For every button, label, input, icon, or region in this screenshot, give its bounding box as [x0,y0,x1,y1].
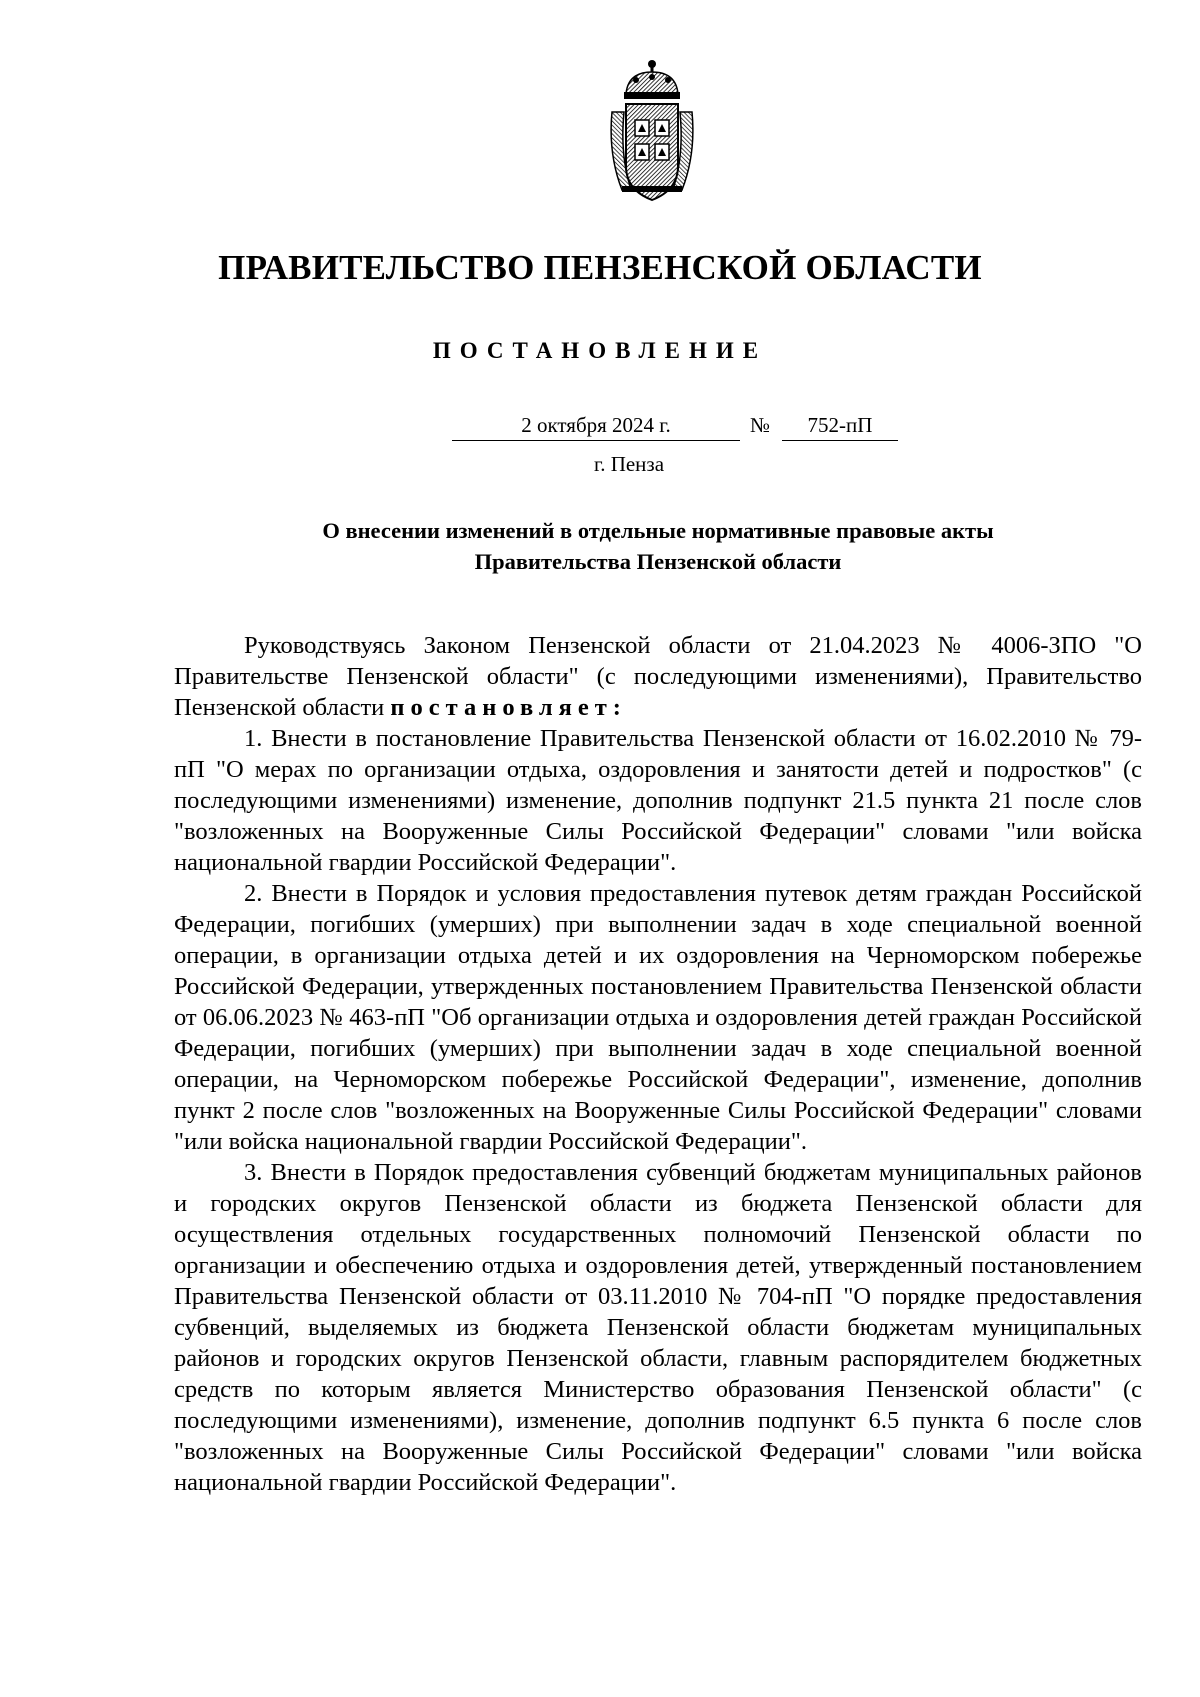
preamble-verb: постановляет: [390,694,627,721]
document-type-heading: ПОСТАНОВЛЕНИЕ [432,338,768,363]
preamble-text: Руководствуясь Законом Пензенской области от 21.04.2023 № 4006-ЗПО "О Правительстве Пензенской области" (с последующими изменениями), Правительство Пензенской области [174,632,1142,721]
subject-line-2: Правительства Пензенской области [474,549,842,574]
document-number: 752-пП [782,412,898,441]
document-body [174,630,1142,1498]
preamble-paragraph [174,630,1142,723]
item-3-paragraph: 3. Внести в Порядок предоставления субвенций бюджетам муниципальных районов и городских округов Пензенской области из бюджета Пензенской области для осуществления отдельных государственных полномочий Пензенской области по организации и обеспечению отдыха и оздоровления детей, утвержденный постановлением Правительства Пензенской области от 03.11.2010 № 704-пП "О порядке предоставления субвенций, выделяемых из бюджета Пензенской области бюджетам муниципальных районов и городских округов Пензенской области, главным распорядителем бюджетных средств по которым является Министерство образования Пензенской области" (с последующими изменениями), изменение, дополнив подпункт 6.5 пункта 6 после слов "возложенных на Вооруженные Силы Российской Федерации" словами "или войска национальной гвардии Российской Федерации". [174,1159,1142,1496]
subject-line-1: О внесении изменений в отдельные нормативные правовые акты [322,518,994,543]
number-sign: № [750,413,771,437]
document-date: 2 октября 2024 г. [452,412,740,441]
organization-title: ПРАВИТЕЛЬСТВО ПЕНЗЕНСКОЙ ОБЛАСТИ [218,248,982,287]
document-place: г. Пенза [593,452,665,476]
coat-of-arms-icon [608,58,696,206]
item-2-paragraph: 2. Внести в Порядок и условия предоставления путевок детям граждан Российской Федерации, погибших (умерших) при выполнении задач в ходе специальной военной операции, в организации отдыха детей и их оздоровления на Черноморском побережье Российской Федерации, утвержденных постановлением Правительства Пензенской области от 06.06.2023 № 463-пП "Об организации отдыха и оздоровления детей граждан Российской Федерации, погибших (умерших) при выполнении задач в ходе специальной военной операции, на Черноморском побережье Российской Федерации", изменение, дополнив пункт 2 после слов "возложенных на Вооруженные Силы Российской Федерации" словами "или войска национальной гвардии Российской Федерации". [174,880,1142,1155]
item-1-paragraph: 1. Внести в постановление Правительства Пензенской области от 16.02.2010 № 79-пП "О мерах по организации отдыха, оздоровления и занятости детей и подростков" (с последующими изменениями) изменение, дополнив подпункт 21.5 пункта 21 после слов "возложенных на Вооруженные Силы Российской Федерации" словами "или войска национальной гвардии Российской Федерации". [174,725,1142,876]
document-subject [174,515,1142,577]
